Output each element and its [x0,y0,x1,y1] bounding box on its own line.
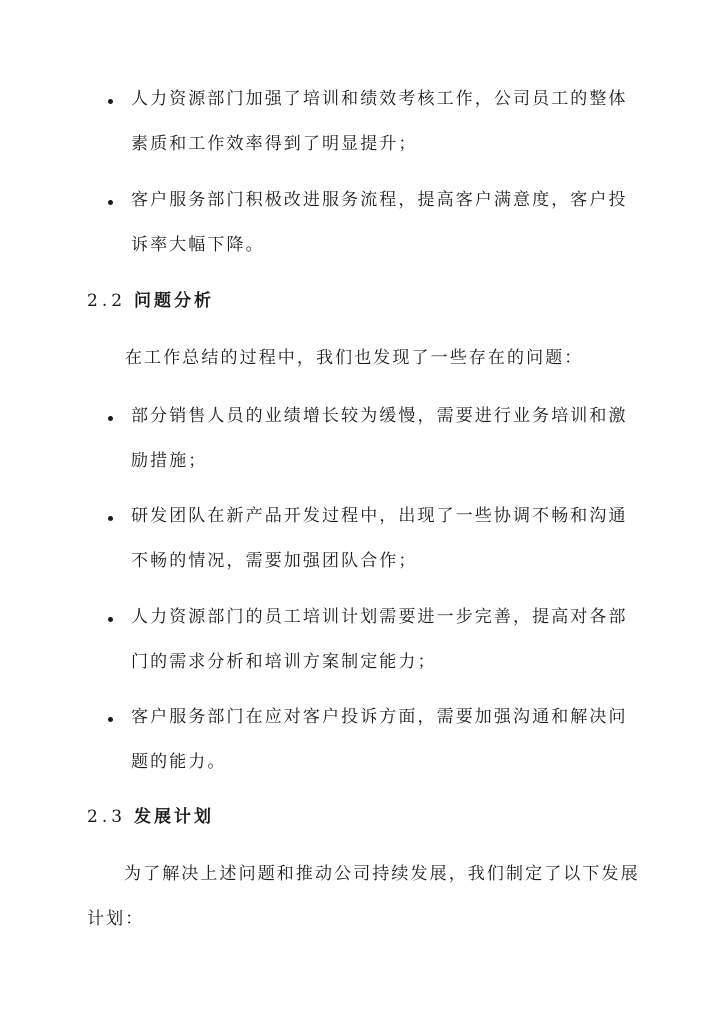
list-item-line: 不畅的情况，需要加强团队合作； [131,551,418,571]
paragraph-line: 为了解决上述问题和推动公司持续发展，我们制定了以下发展 [124,864,640,884]
list-item-line: 人力资源部门的员工培训计划需要进一步完善，提高对各部 [131,607,628,627]
list-item-line: 客户服务部门在应对客户投诉方面，需要加强沟通和解决问 [131,707,628,727]
list-item-line: 诉率大幅下降。 [131,235,265,255]
section-heading-2-3 [87,806,214,828]
list-item-line: 部分销售人员的业绩增长较为缓慢，需要进行业务培训和激 [131,406,628,426]
bullet-icon [108,617,113,622]
section-heading-2-2 [87,290,214,312]
list-item-line: 素质和工作效率得到了明显提升； [131,134,418,154]
section-number: 2.3 [87,807,127,827]
bullet-icon [108,416,113,421]
paragraph-line: 计划： [87,909,145,929]
list-item-line: 人力资源部门加强了培训和绩效考核工作，公司员工的整体 [131,89,628,109]
bullet-icon [108,200,113,205]
bullet-icon [108,99,113,104]
section-intro: 在工作总结的过程中，我们也发现了一些存在的问题： [125,348,584,368]
bullet-icon [108,516,113,521]
list-item-line: 题的能力。 [131,752,227,772]
list-item-line: 励措施； [131,451,208,471]
section-title: 问题分析 [134,291,215,311]
bullet-icon [108,717,113,722]
list-item-line: 客户服务部门积极改进服务流程，提高客户满意度，客户投 [131,190,628,210]
section-number: 2.2 [87,291,127,311]
section-title: 发展计划 [134,807,215,827]
list-item-line: 研发团队在新产品开发过程中，出现了一些协调不畅和沟通 [131,506,628,526]
list-item-line: 门的需求分析和培训方案制定能力； [131,652,437,672]
